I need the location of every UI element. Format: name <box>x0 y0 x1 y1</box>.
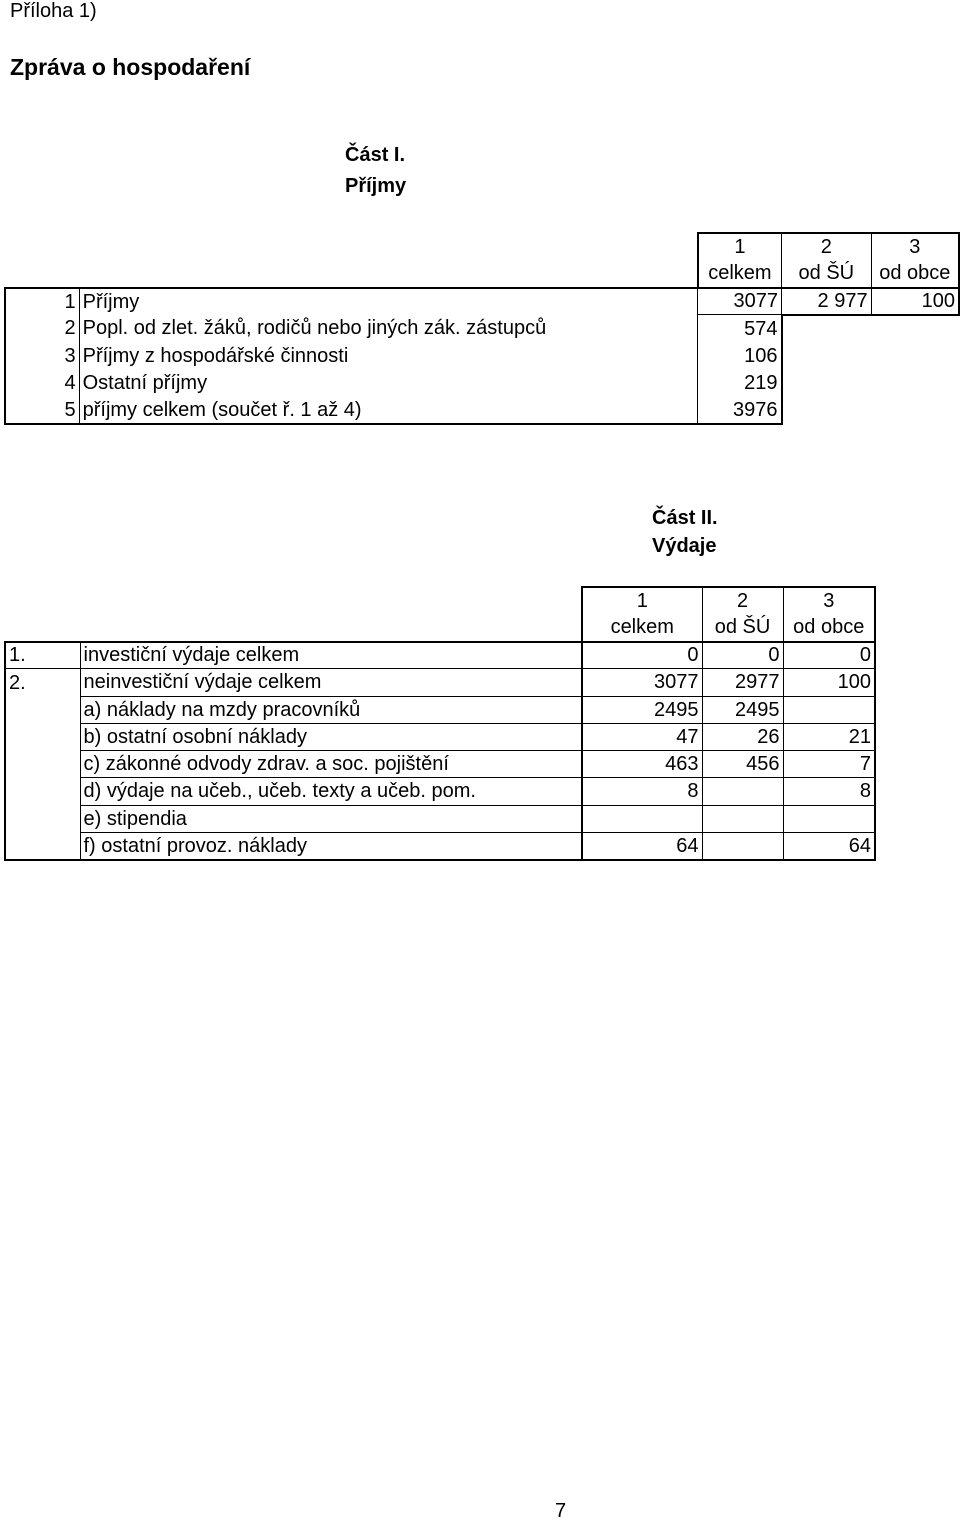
income-col-label: od obce <box>871 260 959 287</box>
expenses-col-label: od ŠÚ <box>702 614 783 641</box>
expenses-col-number: 3 <box>783 587 875 614</box>
row-number: 2. <box>5 669 80 696</box>
row-number <box>5 696 80 723</box>
value-su: 26 <box>702 723 783 750</box>
value-town: 7 <box>783 751 875 778</box>
row-label: a) náklady na mzdy pracovníků <box>80 696 582 723</box>
value-su <box>702 778 783 805</box>
table-row <box>5 751 875 778</box>
table-row <box>5 397 959 424</box>
value-total: 3077 <box>698 288 782 315</box>
value-total: 8 <box>582 778 702 805</box>
income-col-label: celkem <box>698 260 782 287</box>
value-total: 106 <box>698 342 782 369</box>
value-total: 47 <box>582 723 702 750</box>
value-town: 8 <box>783 778 875 805</box>
part-two-heading: Výdaje <box>652 535 717 557</box>
row-label: příjmy celkem (součet ř. 1 až 4) <box>79 397 698 424</box>
value-total: 574 <box>698 315 782 342</box>
row-label: c) zákonné odvody zdrav. a soc. pojištění <box>80 751 582 778</box>
income-col-number: 3 <box>871 233 959 260</box>
table-row <box>5 723 875 750</box>
table-row <box>5 369 959 396</box>
value-su: 456 <box>702 751 783 778</box>
row-number <box>5 805 80 832</box>
value-town: 0 <box>783 642 875 669</box>
document-title: Zpráva o hospodaření <box>10 54 251 80</box>
row-number: 5 <box>5 397 79 424</box>
income-col-labels <box>5 260 959 287</box>
part-one-heading: Příjmy <box>345 175 407 197</box>
row-label: Ostatní příjmy <box>79 369 698 396</box>
value-su: 0 <box>702 642 783 669</box>
income-col-numbers <box>5 233 959 260</box>
row-label: Popl. od zlet. žáků, rodičů nebo jiných zák. zástupců <box>79 315 698 342</box>
value-town: 100 <box>871 288 959 315</box>
value-total <box>582 805 702 832</box>
value-total: 2495 <box>582 696 702 723</box>
table-row <box>5 642 875 669</box>
row-number <box>5 723 80 750</box>
income-table <box>4 232 960 425</box>
table-row <box>5 778 875 805</box>
row-label: neinvestiční výdaje celkem <box>80 669 582 696</box>
row-label: Příjmy z hospodářské činnosti <box>79 342 698 369</box>
row-number: 4 <box>5 369 79 396</box>
table-row <box>5 805 875 832</box>
row-number <box>5 832 80 859</box>
expenses-col-labels <box>5 614 875 641</box>
value-su <box>702 805 783 832</box>
row-number <box>5 751 80 778</box>
value-town: 64 <box>783 832 875 859</box>
value-town: 21 <box>783 723 875 750</box>
row-number: 1 <box>5 288 79 315</box>
table-row <box>5 342 959 369</box>
expenses-table <box>4 586 876 861</box>
value-town: 100 <box>783 669 875 696</box>
value-total: 3077 <box>582 669 702 696</box>
value-su: 2495 <box>702 696 783 723</box>
page-number: 7 <box>555 1500 567 1522</box>
row-number <box>5 778 80 805</box>
value-total: 463 <box>582 751 702 778</box>
row-label: investiční výdaje celkem <box>80 642 582 669</box>
annex-label: Příloha 1) <box>10 0 97 22</box>
row-label: d) výdaje na učeb., učeb. texty a učeb. pom. <box>80 778 582 805</box>
row-number: 3 <box>5 342 79 369</box>
value-town <box>783 696 875 723</box>
expenses-col-number: 1 <box>582 587 702 614</box>
row-label: b) ostatní osobní náklady <box>80 723 582 750</box>
table-row <box>5 315 959 342</box>
value-total: 219 <box>698 369 782 396</box>
table-row <box>5 669 875 696</box>
expenses-col-number: 2 <box>702 587 783 614</box>
part-two-label: Část II. <box>652 507 718 529</box>
value-su: 2 977 <box>782 288 872 315</box>
value-su <box>702 832 783 859</box>
value-su: 2977 <box>702 669 783 696</box>
row-label: Příjmy <box>79 288 698 315</box>
expenses-col-label: celkem <box>582 614 702 641</box>
row-number: 1. <box>5 642 80 669</box>
expenses-col-label: od obce <box>783 614 875 641</box>
table-row <box>5 696 875 723</box>
income-col-number: 1 <box>698 233 782 260</box>
row-label: f) ostatní provoz. náklady <box>80 832 582 859</box>
income-col-label: od ŠÚ <box>782 260 872 287</box>
value-town <box>783 805 875 832</box>
part-one-label: Část I. <box>345 144 406 166</box>
value-total: 3976 <box>698 397 782 424</box>
table-row <box>5 832 875 859</box>
row-number: 2 <box>5 315 79 342</box>
value-total: 0 <box>582 642 702 669</box>
row-label: e) stipendia <box>80 805 582 832</box>
income-col-number: 2 <box>782 233 872 260</box>
table-row <box>5 288 959 315</box>
expenses-col-numbers <box>5 587 875 614</box>
value-total: 64 <box>582 832 702 859</box>
